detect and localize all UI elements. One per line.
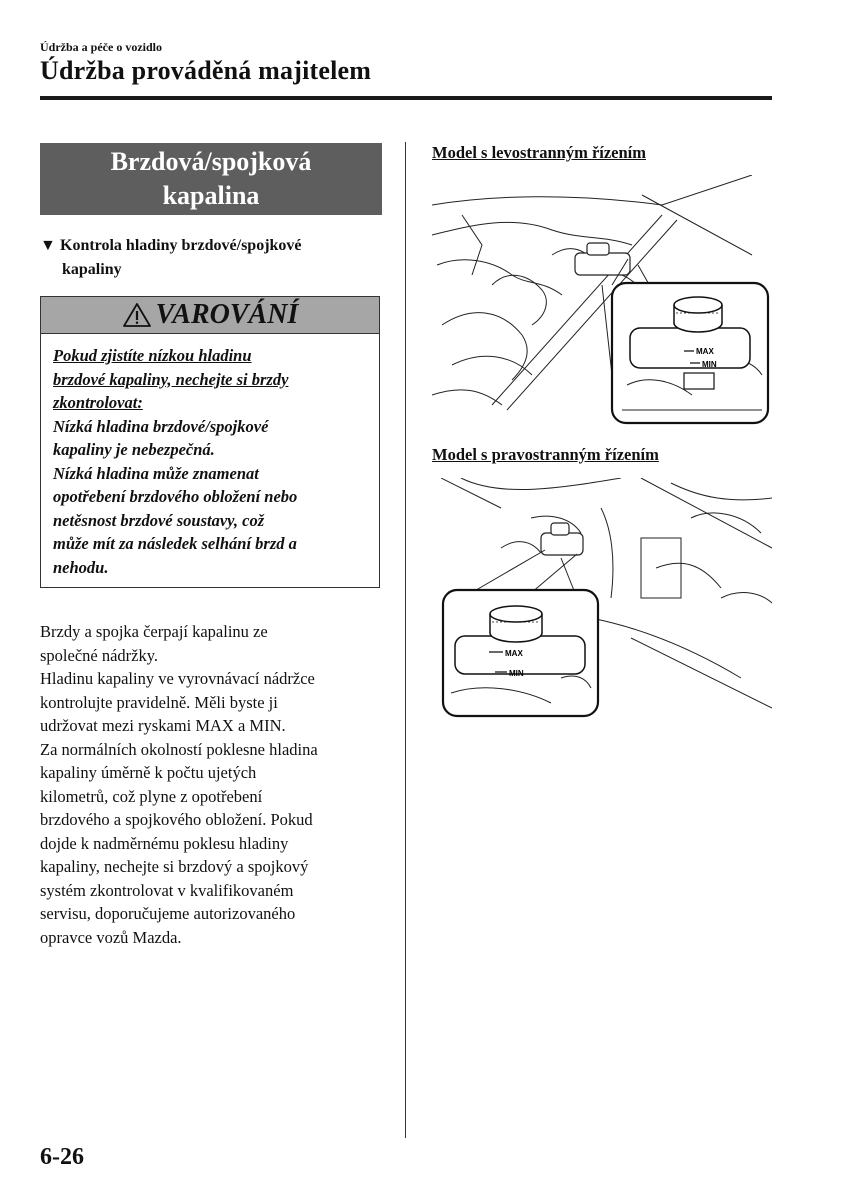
figure-caption-lhd: Model s levostranným řízením [432, 143, 647, 162]
warning-body [41, 334, 379, 579]
warning-line: brzdové kapaliny, nechejte si brzdy [53, 369, 289, 389]
min-marking-rhd: MIN [509, 669, 524, 678]
body-line: Brzdy a spojka čerpají kapalinu ze [40, 622, 268, 641]
body-line: servisu, doporučujeme autorizovaného [40, 904, 296, 923]
warning-heading-text: VAROVÁNÍ [155, 299, 299, 330]
figure-rhd-engine-bay [441, 478, 772, 718]
body-line: kontrolujte pravidelně. Měli byste ji [40, 692, 278, 712]
body-text [40, 620, 385, 949]
figure-lhd-engine-bay [432, 175, 772, 430]
max-marking-lhd: MAX [696, 347, 714, 356]
body-line: udržovat mezi ryskami MAX a MIN. [40, 716, 286, 735]
body-line: dojde k nadměrnému poklesu hladiny [40, 833, 289, 853]
min-marking-lhd: MIN [702, 360, 717, 369]
section-heading [40, 143, 382, 215]
page-title: Údržba prováděná majitelem [40, 56, 372, 85]
warning-box [40, 296, 380, 588]
warning-line: kapaliny je nebezpečná. [53, 440, 215, 459]
body-line: kapaliny, nechejte si brzdový a spojkový [40, 857, 309, 876]
body-line: brzdového a spojkového obložení. Pokud [40, 810, 313, 829]
column-divider [405, 142, 406, 1138]
warning-line: může mít za následek selhání brzd a [53, 534, 297, 553]
warning-line: nehodu. [53, 557, 109, 577]
breadcrumb: Údržba a péče o vozidlo [40, 40, 162, 54]
page-number: 6-26 [40, 1144, 84, 1170]
subsection-heading [40, 234, 380, 282]
body-line: systém zkontrolovat v kvalifikovaném [40, 880, 294, 900]
body-line: společné nádržky. [40, 645, 159, 665]
warning-triangle-icon [122, 302, 152, 328]
section-heading-line1: Brzdová/spojková [110, 147, 312, 176]
warning-line: Pokud zjistíte nízkou hladinu [53, 346, 252, 365]
body-line: opravce vozů Mazda. [40, 927, 182, 947]
figure-caption-rhd: Model s pravostranným řízením [432, 445, 659, 464]
warning-line: Nízká hladina brzdové/spojkové [53, 416, 269, 436]
section-heading-line2: kapalina [162, 181, 260, 210]
warning-line: opotřebení brzdového obložení nebo [53, 487, 298, 506]
triangle-down-icon: ▼ [40, 237, 56, 254]
warning-heading [41, 297, 379, 334]
warning-line: netěsnost brzdové soustavy, což [53, 510, 265, 530]
title-rule [40, 96, 772, 100]
subsection-heading-line2: kapaliny [62, 261, 122, 278]
body-line: Hladinu kapaliny ve vyrovnávací nádržce [40, 669, 315, 688]
warning-line: zkontrolovat: [53, 393, 143, 412]
subsection-heading-line1: Kontrola hladiny brzdové/spojkové [60, 237, 302, 254]
body-line: kapaliny úměrně k počtu ujetých [40, 763, 257, 782]
body-line: Za normálních okolností poklesne hladina [40, 739, 318, 759]
warning-line: Nízká hladina může znamenat [53, 463, 259, 483]
body-line: kilometrů, což plyne z opotřebení [40, 786, 263, 806]
max-marking-rhd: MAX [505, 649, 523, 658]
